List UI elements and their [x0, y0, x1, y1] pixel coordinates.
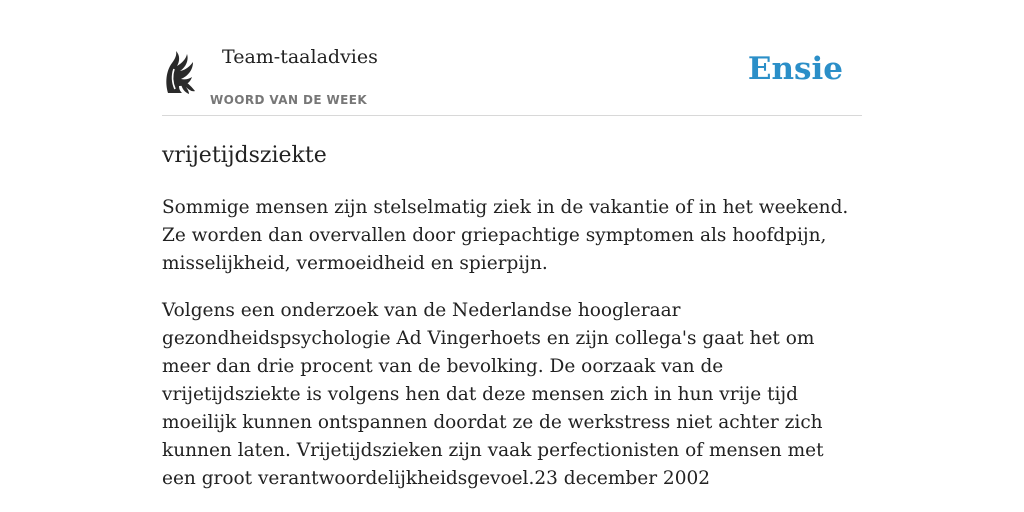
lion-logo-icon — [162, 49, 198, 95]
word-card — [162, 40, 862, 493]
card-header — [162, 40, 862, 116]
word-title: vrijetijdsziekte — [162, 143, 327, 168]
site-logo-link[interactable]: Ensie — [747, 51, 843, 87]
author-name: Team-taaladvies — [222, 46, 378, 68]
section-label: WOORD VAN DE WEEK — [210, 93, 368, 107]
article-paragraph: Volgens een onderzoek van de Nederlandse hoogleraar gezondheidspsychologie Ad Vingerhoets en zijn collega's gaat het om meer dan drie procent van de bevolking. De oorzaak van de vrijetijdsziekte is volgens hen dat deze mensen zich in hun vrije tijd moeilijk kunnen ontspannen doordat ze de werkstress niet achter zich kunnen laten. Vrijetijdszieken zijn vaak perfectionisten of mensen met een groot verantwoordelijkheidsgevoel.23 december 2002 — [162, 300, 824, 489]
article-paragraph: Sommige mensen zijn stelselmatig ziek in de vakantie of in het weekend. Ze worden dan overvallen door griepachtige symptomen als hoofdpijn, misselijkheid, vermoeidheid en spierpijn. — [162, 197, 849, 274]
